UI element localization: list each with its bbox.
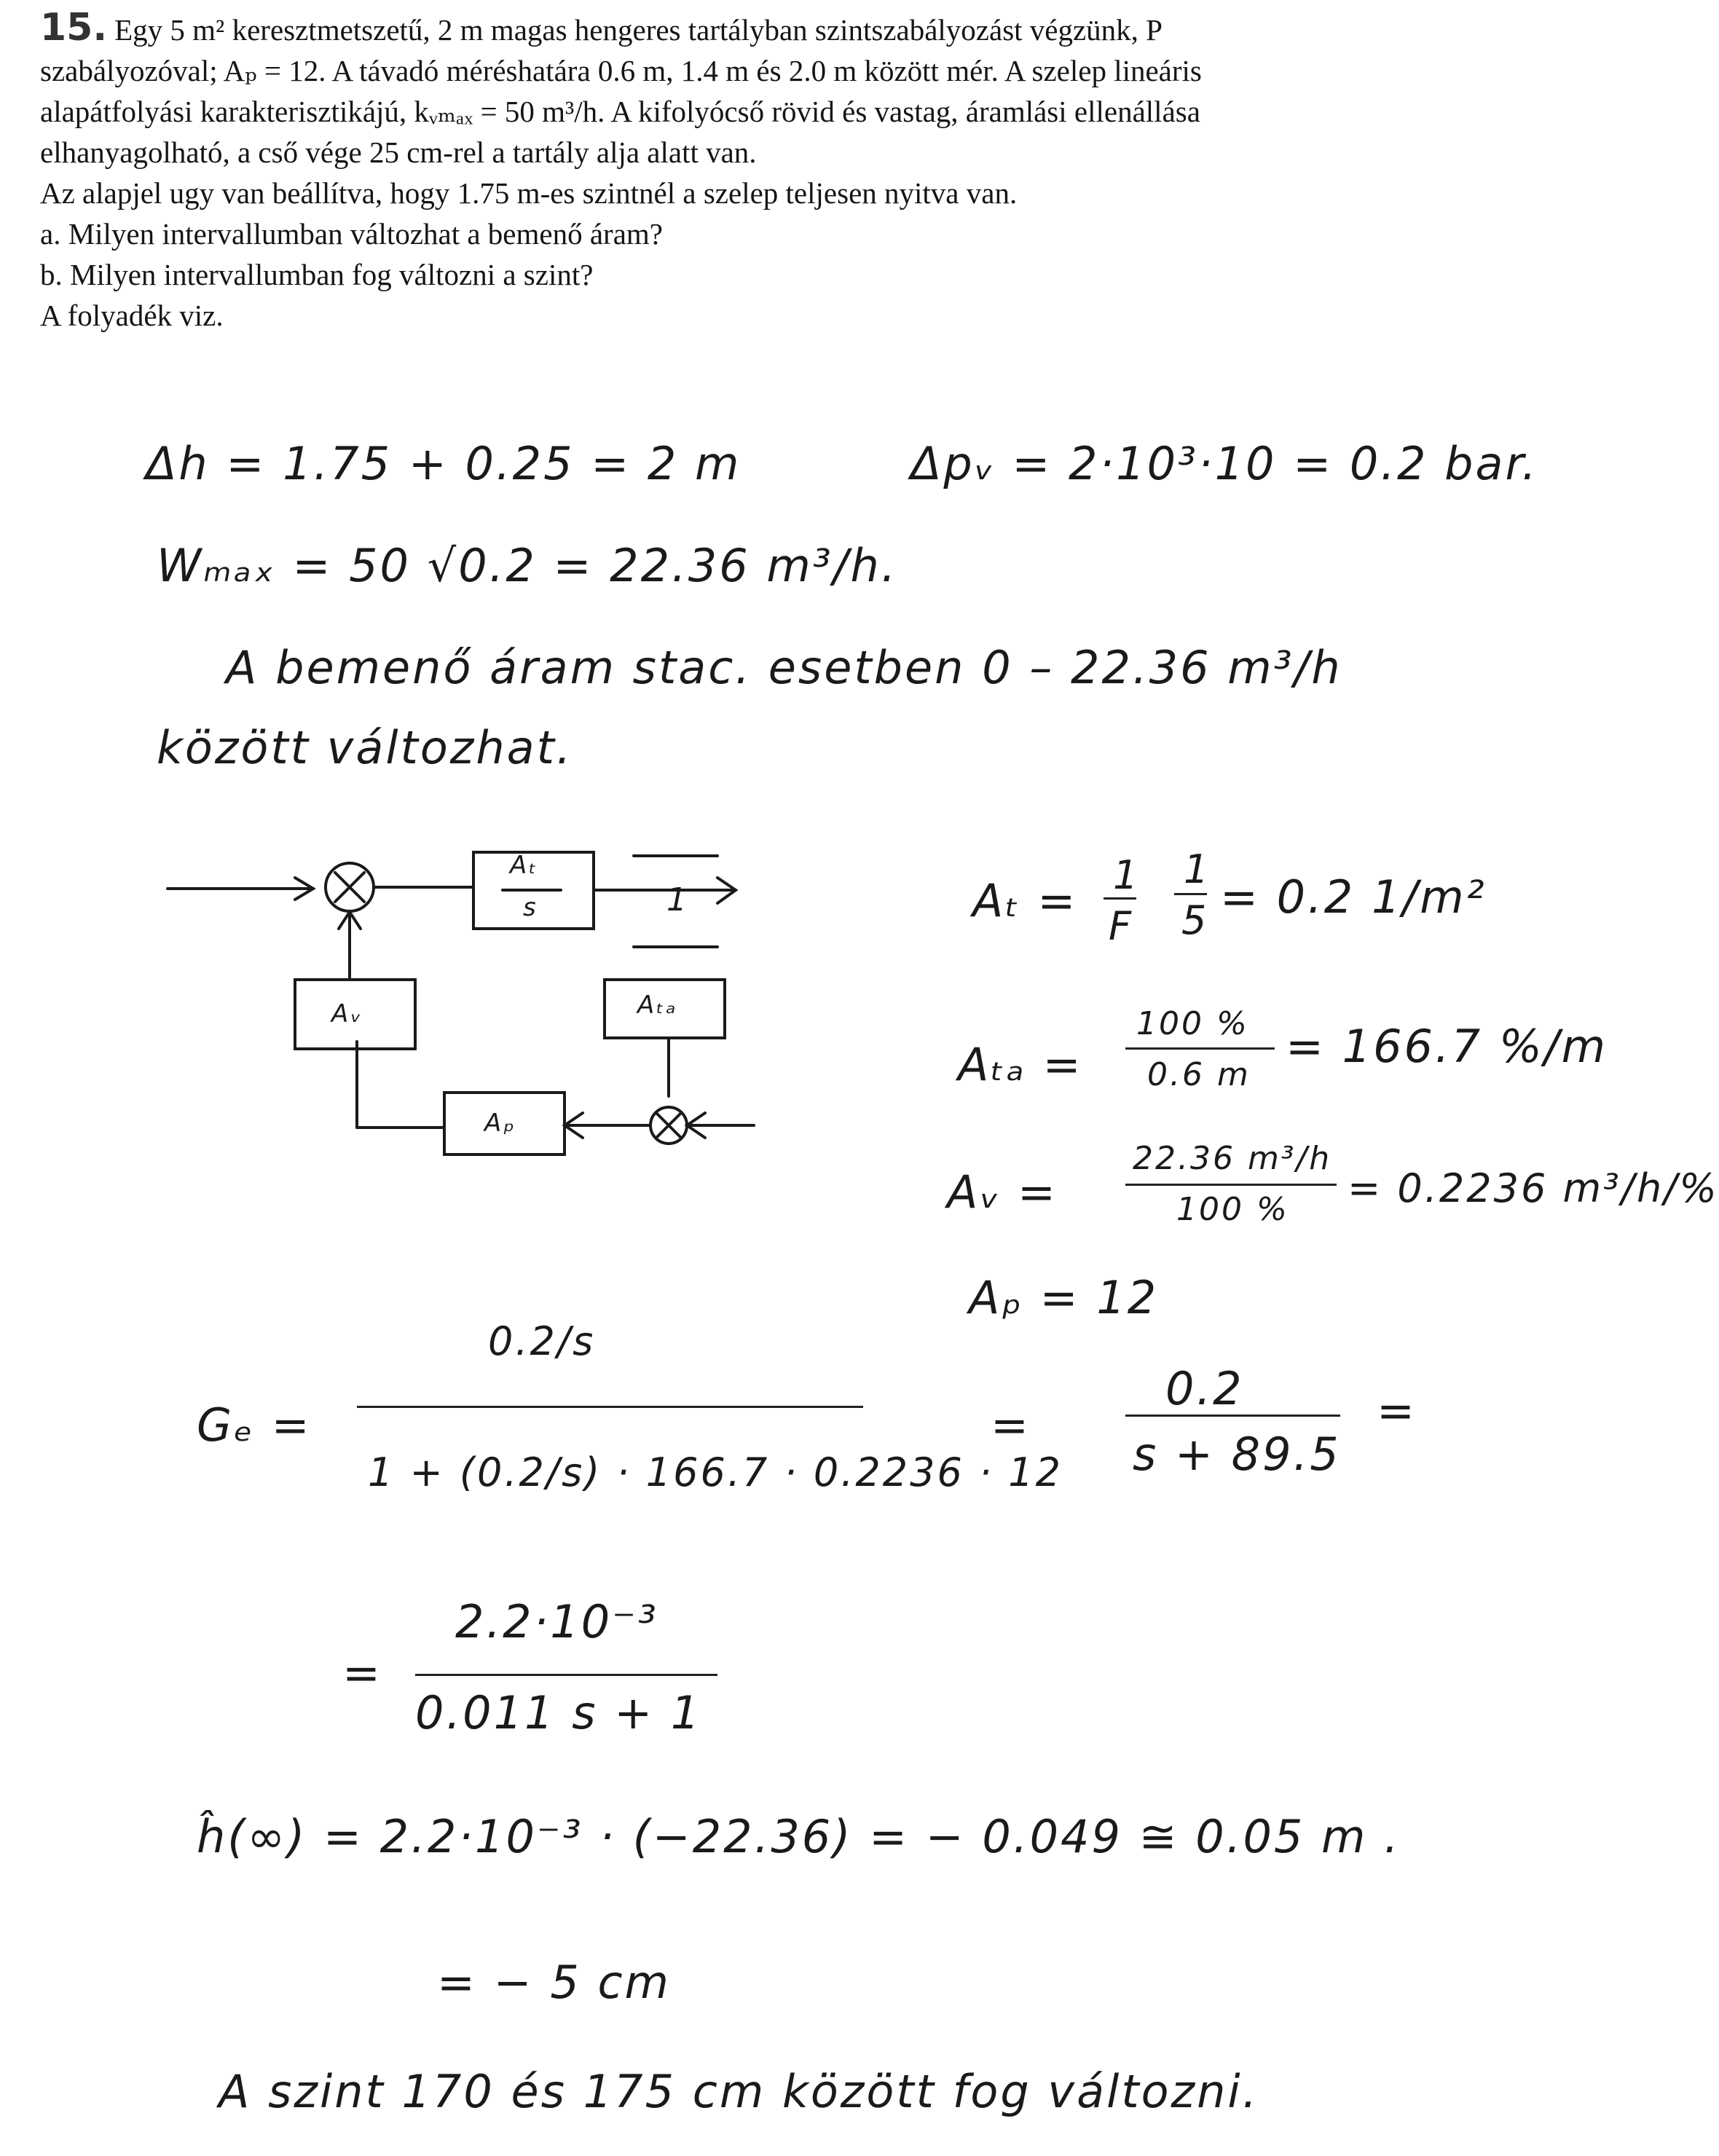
av-lhs: Aᵥ = [947,1165,1058,1219]
diagram-one-label: 1 [666,881,689,918]
ge-num2: 0.2 [1165,1362,1244,1415]
ge-den2: s + 89.5 [1133,1428,1341,1481]
ata-den: 0.6 m [1147,1056,1251,1093]
ge-den: 1 + (0.2/s) · 166.7 · 0.2236 · 12 [368,1449,1063,1495]
ge-eq2: = [1377,1384,1417,1437]
ata-rhs: = 166.7 %/m [1286,1020,1608,1073]
hinf-equation: ĥ(∞) = 2.2·10⁻³ · (−22.36) = − 0.049 ≅ 0.05 m . [197,1810,1401,1863]
problem-number: 15. [40,6,108,50]
ge-eq3: = [342,1646,382,1699]
at-lhs: Aₜ = [972,874,1078,927]
problem-line-2: szabályozóval; Aₚ = 12. A távadó méréshatára 0.6 m, 1.4 m és 2.0 m között mér. A szelep lineáris [40,54,1202,87]
ap-value: Aₚ = 12 [969,1271,1159,1324]
problem-line-6: a. Milyen intervallumban változhat a bemenő áram? [40,217,663,251]
ge-eq1: = [991,1398,1031,1452]
av-rhs: = 0.2236 m³/h/% [1348,1165,1719,1211]
ata-num: 100 % [1136,1005,1249,1042]
dpv-equation: Δpᵥ = 2·10³·10 = 0.2 bar. [910,437,1539,490]
av-den: 100 % [1176,1191,1289,1228]
at-frac2-num: 1 [1184,846,1211,892]
hinf-cm: = − 5 cm [437,1956,671,2009]
dh-equation: Δh = 1.75 + 0.25 = 2 m [146,437,742,490]
diagram-s-label: s [523,893,538,922]
at-frac2-den: 5 [1181,897,1209,943]
problem-line-3: alapátfolyási karakterisztikájú, kᵥₘₐₓ = 50 m³/h. A kifolyócső rövid és vastag, áramlási ellenállása [40,95,1200,128]
wmax-equation: Wₘₐₓ = 50 √0.2 = 22.36 m³/h. [157,539,898,592]
problem-line-5: Az alapjel ugy van beállítva, hogy 1.75 m-es szintnél a szelep teljesen nyitva van. [40,176,1018,210]
at-rhs: = 0.2 1/m² [1220,870,1487,924]
problem-line-8: A folyadék viz. [40,299,224,332]
at-frac1-num: 1 [1113,852,1141,898]
problem-line-4: elhanyagolható, a cső vége 25 cm-rel a tartály alja alatt van. [40,135,757,169]
problem-line-7: b. Milyen intervallumban fog változni a szint? [40,258,594,291]
av-num: 22.36 m³/h [1133,1140,1332,1177]
ge-num3: 2.2·10⁻³ [455,1595,658,1648]
problem-line-1: 15. Egy 5 m² keresztmetszetű, 2 m magas hengeres tartályban szintszabályozást végzünk, P [40,6,1163,50]
diagram-ap-label: Aₚ [484,1109,516,1138]
diagram-ata-label: Aₜₐ [637,991,678,1020]
solution-sentence-1: A bemenő áram stac. esetben 0 – 22.36 m³/h [226,641,1342,694]
diagram-at-label: Aₜ [510,851,539,880]
diagram-av-label: Aᵥ [331,999,363,1028]
solution-sentence-2: között változhat. [157,721,573,774]
ge-lhs: Gₑ = [197,1398,312,1452]
ata-lhs: Aₜₐ = [958,1038,1083,1091]
ge-num: 0.2/s [488,1318,596,1364]
final-answer: A szint 170 és 175 cm között fog változni. [219,2065,1259,2118]
ge-den3: 0.011 s + 1 [415,1686,702,1739]
at-frac1-den: F [1109,903,1134,949]
